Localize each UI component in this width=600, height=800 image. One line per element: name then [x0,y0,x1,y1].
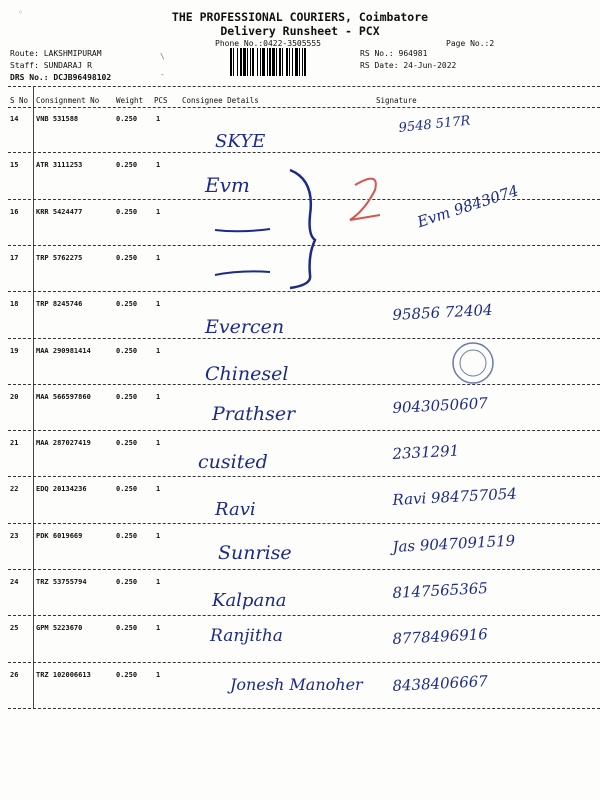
staff-label: Staff: SUNDARAJ R [10,61,92,70]
dash-stroke [215,271,270,275]
barcode-bar [282,48,283,76]
barcode-bar [250,48,251,76]
row-pcs: 1 [156,161,161,170]
row-consignment-no: TRZ 53755794 [36,578,87,586]
row-sno: 25 [10,624,19,633]
row-separator [8,476,600,477]
row-signature-handwritten: Jas 9047091519 [392,531,516,556]
barcode-bar [269,48,271,76]
barcode-bar [260,48,261,76]
row-consignment-no: TRP 8245746 [36,300,83,309]
row-pcs: 1 [156,392,161,401]
row-pcs: 1 [156,115,161,123]
barcode-bar [237,48,238,76]
row-separator [8,291,600,292]
row-weight: 0.250 [116,439,138,448]
row-separator [8,662,600,663]
page-number: Page No.:2 [446,39,495,48]
row-signature-handwritten: 9548 517R [398,113,472,136]
barcode-bar [230,48,232,76]
stamp-inner-circle [460,350,486,376]
row-consignee-handwritten: Chinesel [205,362,289,385]
row-pcs: 1 [156,253,161,262]
row-separator [8,615,600,616]
drs-number: DRS No.: DCJB96498102 [10,73,112,82]
row-consignment-no: TRZ 102006613 [36,670,91,679]
row-separator [8,338,600,339]
barcode-bar [257,48,258,76]
handwritten-dash [210,215,280,245]
row-weight: 0.250 [116,161,138,170]
stamp-mark [448,338,498,388]
row-sno: 19 [10,346,19,355]
row-consignment-no: MAA 287027419 [36,439,91,448]
barcode-bar [262,48,265,76]
row-separator [8,430,600,431]
barcode-bar [292,48,293,76]
col-consignment-header: Consignment No [36,96,100,105]
table-top-rule [8,86,600,87]
row-weight: 0.250 [116,670,138,679]
row-pcs: 1 [156,485,161,494]
row-signature-handwritten: 2331291 [392,441,460,464]
barcode-bar [240,48,242,76]
row-signature-handwritten: 8147565365 [392,579,489,602]
row-consignee-handwritten: Jonesh Manoher [230,674,363,694]
row-pcs: 1 [156,578,161,586]
row-consignment-no: PDK 6019669 [36,531,83,540]
col-details-header: Consignee Details [182,96,259,105]
row-consignment-no: MAA 290981414 [36,346,91,355]
row-consignee-handwritten: Evm [205,173,250,198]
row-separator [8,384,600,385]
row-weight: 0.250 [116,624,138,633]
row-signature-handwritten: 8778496916 [392,625,489,649]
scan-mark: \ [160,52,165,61]
row-pcs: 1 [156,439,161,448]
row-consignee-handwritten: cusited [198,451,268,474]
row-separator [8,708,600,709]
row-consignee-handwritten: Evercen [205,316,285,339]
row-weight: 0.250 [116,485,138,494]
bracket-stroke [290,170,315,288]
row-sno: 22 [10,485,19,494]
barcode-bar [279,48,281,76]
row-consignment-no: MAA 566597860 [36,392,91,401]
stamp-circle [453,343,493,383]
row-consignment-no: ATR 3111253 [36,161,83,170]
row-sno: 24 [10,578,19,586]
row-signature-handwritten: Evm 9843074 [415,181,521,231]
dash-stroke [215,229,270,231]
document-subtitle: Delivery Runsheet - PCX [220,24,380,38]
row-weight: 0.250 [116,115,138,123]
handwritten-bracket-mark [270,160,400,290]
row-sno: 14 [10,115,19,123]
row-consignee-handwritten: Ranjitha [210,626,283,647]
document-title: THE PROFESSIONAL COURIERS, Coimbatore [171,10,429,24]
row-signature-handwritten: 8438406667 [392,671,489,695]
row-consignee-handwritten: Kalpana [212,590,287,611]
row-separator [8,523,600,524]
row-signature-handwritten: 95856 72404 [392,300,494,325]
table-header-rule [8,107,600,108]
barcode-bar [286,48,288,76]
row-consignment-no: KRR 5424477 [36,207,83,216]
barcode-bar [304,48,306,76]
row-pcs: 1 [156,670,161,679]
row-sno: 15 [10,161,19,170]
row-separator [8,152,600,153]
row-sno: 16 [10,207,19,216]
row-separator [8,569,600,570]
row-weight: 0.250 [116,392,138,401]
row-weight: 0.250 [116,253,138,262]
barcode-bar [276,48,277,76]
col-pcs-header: PCS [154,96,168,105]
col-weight-header: Weight [116,96,144,105]
rs-date: RS Date: 24-Jun-2022 [360,61,457,70]
row-weight: 0.250 [116,300,138,309]
row-consignee-handwritten: Sunrise [218,541,292,564]
row-consignment-no: EDQ 20134236 [36,485,87,494]
barcode-bar [267,48,268,76]
row-sno: 18 [10,300,19,309]
barcode-bar [247,48,248,76]
phone-number: Phone No.:0422-3505555 [215,39,321,48]
row-consignment-no: VNB 531588 [36,115,79,123]
barcode-bar [252,48,254,76]
rs-number: RS No.: 964981 [360,49,428,58]
barcode-bar [289,48,290,76]
row-consignment-no: GPM 5223670 [36,624,83,633]
row-sno: 23 [10,531,19,540]
row-weight: 0.250 [116,346,138,355]
barcode-bar [295,48,298,76]
row-sno: 26 [10,670,19,679]
row-sno: 20 [10,392,19,401]
barcode-bar [299,48,300,76]
barcode [228,48,354,76]
barcode-bar [233,48,234,76]
row-pcs: 1 [156,300,161,309]
row-weight: 0.250 [116,207,138,216]
row-pcs: 1 [156,346,161,355]
handwritten-dash [210,260,280,290]
col-sno-header: S No [10,96,29,105]
row-sno: 17 [10,253,19,262]
row-consignee-handwritten: SKYE [215,131,266,152]
barcode-bar [243,48,246,76]
route-label: Route: LAKSHMIPURAM [10,49,102,58]
row-weight: 0.250 [116,578,138,586]
row-consignee-handwritten: Prathser [212,402,296,425]
scan-mark: ◦ [18,8,23,17]
row-sno: 21 [10,439,19,448]
row-weight: 0.250 [116,531,138,540]
scan-mark: - [160,70,165,79]
row-pcs: 1 [156,207,161,216]
row-pcs: 1 [156,624,161,633]
row-signature-handwritten: 9043050607 [392,393,489,417]
row-signature-handwritten: Ravi 984757054 [392,484,518,510]
red-mark-stroke [350,179,380,220]
row-consignment-no: TRP 5762275 [36,253,83,262]
barcode-bar [272,48,275,76]
row-consignee-handwritten: Ravi [215,499,256,521]
row-pcs: 1 [156,531,161,540]
col-signature-header: Signature [376,96,417,105]
barcode-bar [302,48,303,76]
